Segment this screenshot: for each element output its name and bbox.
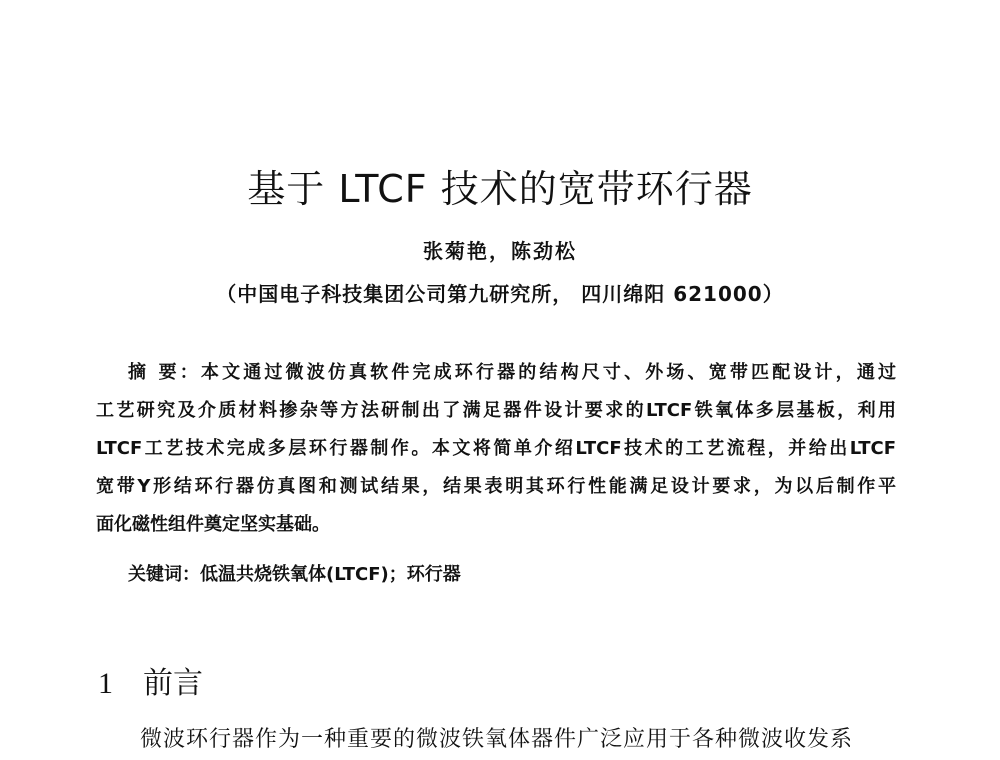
keywords-text: 低温共烧铁氧体(LTCF)；环行器 [200,564,461,585]
abstract [96,354,896,544]
abstract-line-text: 本文通过微波仿真软件完成环行器的结构尺寸、外场、宽带匹配设计，通过 [200,362,896,383]
abstract-line [96,354,896,392]
abstract-line: 宽带Y形结环行器仿真图和测试结果，结果表明其环行性能满足设计要求，为以后制作平 [96,476,896,497]
affiliation: （中国电子科技集团公司第九研究所， 四川绵阳 621000） [216,282,784,306]
abstract-line: LTCF工艺技术完成多层环行器制作。本文将简单介绍LTCF技术的工艺流程，并给出LTCF [96,438,896,459]
section-title: 前言 [143,666,203,701]
section-number: 1 [98,667,113,700]
keywords-label: 关键词： [128,564,200,585]
abstract-line: 工艺研究及介质材料掺杂等方法研制出了满足器件设计要求的LTCF铁氧体多层基板，利用 [96,400,896,421]
keywords [128,560,461,586]
section-heading [98,658,203,702]
body-paragraph: 微波环行器作为一种重要的微波铁氧体器件广泛应用于各种微波收发系 [140,727,854,752]
paper-title: 基于 LTCF 技术的宽带环行器 [247,167,753,211]
author-list: 张菊艳，陈劲松 [423,239,577,263]
abstract-label: 摘 要： [128,362,201,383]
abstract-line: 面化磁性组件奠定坚实基础。 [96,514,330,535]
